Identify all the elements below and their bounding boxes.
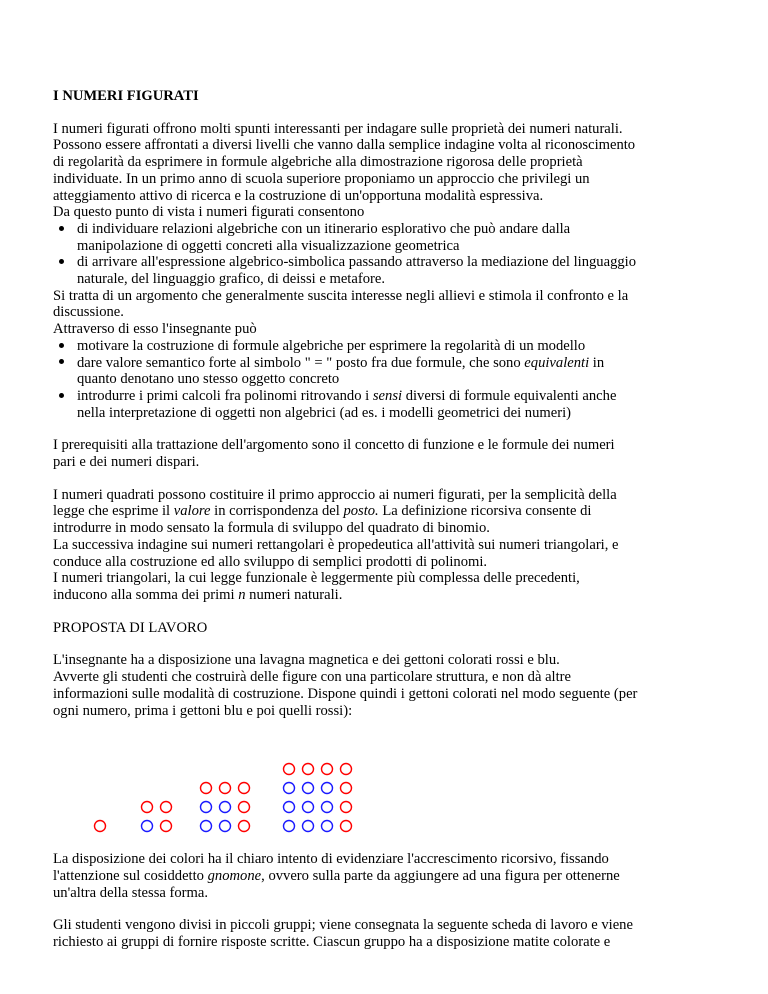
text-line: La disposizione dei colori ha il chiaro intento di evidenziare l'accrescimento ricorsivo, fissando	[53, 851, 609, 868]
text-line: atteggiamento attivo di ricerca e la costruzione di un'opportuna modalità espressiva.	[53, 187, 544, 204]
blue-token	[142, 821, 153, 832]
red-token	[341, 783, 352, 794]
intro-paragraph	[53, 121, 743, 221]
proposal-paragraph	[53, 652, 743, 719]
groups-paragraph	[53, 917, 743, 950]
blue-token	[220, 821, 231, 832]
bullet-icon	[57, 388, 65, 405]
text-line: La successiva indagine sui numeri rettangolari è propedeutica all'attività sui numeri triangolari, e	[53, 536, 619, 553]
discussion-paragraph	[53, 288, 743, 338]
blue-token	[303, 802, 314, 813]
blue-token	[322, 802, 333, 813]
text-line	[77, 388, 743, 405]
blue-token	[284, 783, 295, 794]
bullet-icon	[57, 338, 65, 355]
blue-token	[201, 821, 212, 832]
text-line: Possono essere affrontati a diversi livelli che vanno dalla semplice indagine volta al riconoscimento	[53, 137, 636, 154]
text-line: di regolarità da esprimere in formule algebriche alla dimostrazione rigorosa delle proprietà	[53, 154, 583, 171]
text-line: manipolazione di oggetti concreti alla visualizzazione geometrica	[77, 237, 460, 254]
text-run: in corrispondenza del	[210, 503, 344, 520]
red-token	[220, 783, 231, 794]
square-numbers-figure	[53, 733, 743, 839]
text-line: di individuare relazioni algebriche con un itinerario esplorativo che può andare dalla	[77, 220, 571, 237]
text-line	[77, 355, 743, 372]
text-line: Avverte gli studenti che costruirà delle figure con una particolare struttura, e non dà altre	[53, 669, 572, 686]
document-title: I NUMERI FIGURATI	[53, 88, 199, 104]
blue-token	[322, 783, 333, 794]
bullet-icon	[57, 221, 65, 238]
text-run: legge che esprime il	[53, 503, 174, 520]
blue-token	[201, 802, 212, 813]
text-run: La definizione ricorsiva consente di	[378, 503, 592, 520]
text-line: motivare la costruzione di formule algebriche per esprimere la regolarità di un modello	[77, 337, 586, 354]
text-line: individuate. In un primo anno di scuola superiore proponiamo un approccio che privilegi un	[53, 170, 590, 187]
blue-token	[303, 821, 314, 832]
bullet-item	[53, 254, 743, 287]
text-line	[53, 868, 743, 885]
text-line: discussione.	[53, 304, 124, 321]
text-line	[53, 587, 743, 604]
red-token	[95, 821, 106, 832]
text-run: inducono alla somma dei primi	[53, 586, 239, 603]
red-token	[303, 764, 314, 775]
red-token	[161, 821, 172, 832]
text-line: informazioni sulle modalità di costruzione. Dispone quindi i gettoni colorati nel modo seguente (per	[53, 685, 638, 702]
text-run: in	[589, 354, 605, 371]
red-token	[284, 764, 295, 775]
text-line	[53, 503, 743, 520]
red-token	[239, 802, 250, 813]
text-line: I numeri triangolari, la cui legge funzionale è leggermente più complessa delle precedenti,	[53, 570, 580, 587]
tokens-figure	[53, 733, 353, 839]
bullet-icon	[57, 355, 65, 372]
text-line: di arrivare all'espressione algebrico-simbolica passando attraverso la mediazione del linguaggio	[77, 254, 637, 271]
squares-paragraph	[53, 487, 743, 604]
red-token	[341, 802, 352, 813]
red-token	[341, 821, 352, 832]
text-line: introdurre in modo sensato la formula di sviluppo del quadrato di binomio.	[53, 520, 490, 537]
bullet-icon	[57, 254, 65, 271]
text-run: diversi di formule equivalenti anche	[402, 387, 617, 404]
section-heading: PROPOSTA DI LAVORO	[53, 619, 208, 636]
red-token	[322, 764, 333, 775]
bullet-item	[53, 388, 743, 421]
blue-token	[303, 783, 314, 794]
text-run: , ovvero sulla parte da aggiungere ad una figura per ottenerne	[261, 867, 620, 884]
red-token	[142, 802, 153, 813]
gnomon-paragraph	[53, 851, 743, 901]
red-token	[201, 783, 212, 794]
bullet-list-insegnante	[53, 338, 743, 422]
text-line: conduce alla costruzione ed allo sviluppo di semplici prodotti di polinomi.	[53, 553, 488, 570]
text-line: pari e dei numeri dispari.	[53, 454, 200, 471]
blue-token	[284, 802, 295, 813]
text-line: naturale, del linguaggio grafico, di deissi e metafore.	[77, 271, 385, 288]
bullet-item	[53, 338, 743, 355]
text-run: introdurre i primi calcoli fra polinomi ritrovando i	[77, 387, 373, 404]
emphasis-text: valore	[173, 503, 211, 520]
text-line: Da questo punto di vista i numeri figurati consentono	[53, 204, 365, 221]
blue-token	[322, 821, 333, 832]
emphasis-text: n	[238, 586, 246, 603]
text-line: I numeri quadrati possono costituire il primo approccio ai numeri figurati, per la semplicità della	[53, 486, 617, 503]
bullet-item	[53, 221, 743, 254]
bullet-item	[53, 355, 743, 388]
text-line: L'insegnante ha a disposizione una lavagna magnetica e dei gettoni colorati rossi e blu.	[53, 652, 560, 669]
blue-token	[220, 802, 231, 813]
text-line: richiesto ai gruppi di fornire risposte scritte. Ciascun gruppo ha a disposizione matite colorate e	[53, 934, 611, 951]
text-run: dare valore semantico forte al simbolo " = " posto fra due formule, che sono	[77, 354, 525, 371]
text-line: nella interpretazione di oggetti non algebrici (ad es. i modelli geometrici dei numeri)	[77, 404, 571, 421]
emphasis-text: posto.	[343, 503, 379, 520]
text-line: ogni numero, prima i gettoni blu e poi quelli rossi):	[53, 702, 353, 719]
text-run: numeri naturali.	[245, 586, 343, 603]
text-line: I prerequisiti alla trattazione dell'argomento sono il concetto di funzione e le formule dei numeri	[53, 437, 615, 454]
emphasis-text: sensi	[372, 387, 403, 404]
text-line: I numeri figurati offrono molti spunti interessanti per indagare sulle proprietà dei numeri naturali.	[53, 120, 623, 137]
text-line: Gli studenti vengono divisi in piccoli gruppi; viene consegnata la seguente scheda di lavoro e viene	[53, 917, 633, 934]
bullet-list-consentono	[53, 221, 743, 288]
red-token	[239, 783, 250, 794]
red-token	[161, 802, 172, 813]
text-line: Attraverso di esso l'insegnante può	[53, 321, 257, 338]
text-line: Si tratta di un argomento che generalmente suscita interesse negli allievi e stimola il confronto e la	[53, 287, 629, 304]
document-page	[53, 88, 743, 951]
text-run: l'attenzione sul cosiddetto	[53, 867, 208, 884]
blue-token	[284, 821, 295, 832]
text-line: quanto denotano uno stesso oggetto concreto	[77, 371, 340, 388]
red-token	[341, 764, 352, 775]
emphasis-text: gnomone	[207, 867, 262, 884]
emphasis-text: equivalenti	[524, 354, 590, 371]
red-token	[239, 821, 250, 832]
text-line: un'altra della stessa forma.	[53, 884, 208, 901]
prerequisites-paragraph	[53, 437, 743, 470]
